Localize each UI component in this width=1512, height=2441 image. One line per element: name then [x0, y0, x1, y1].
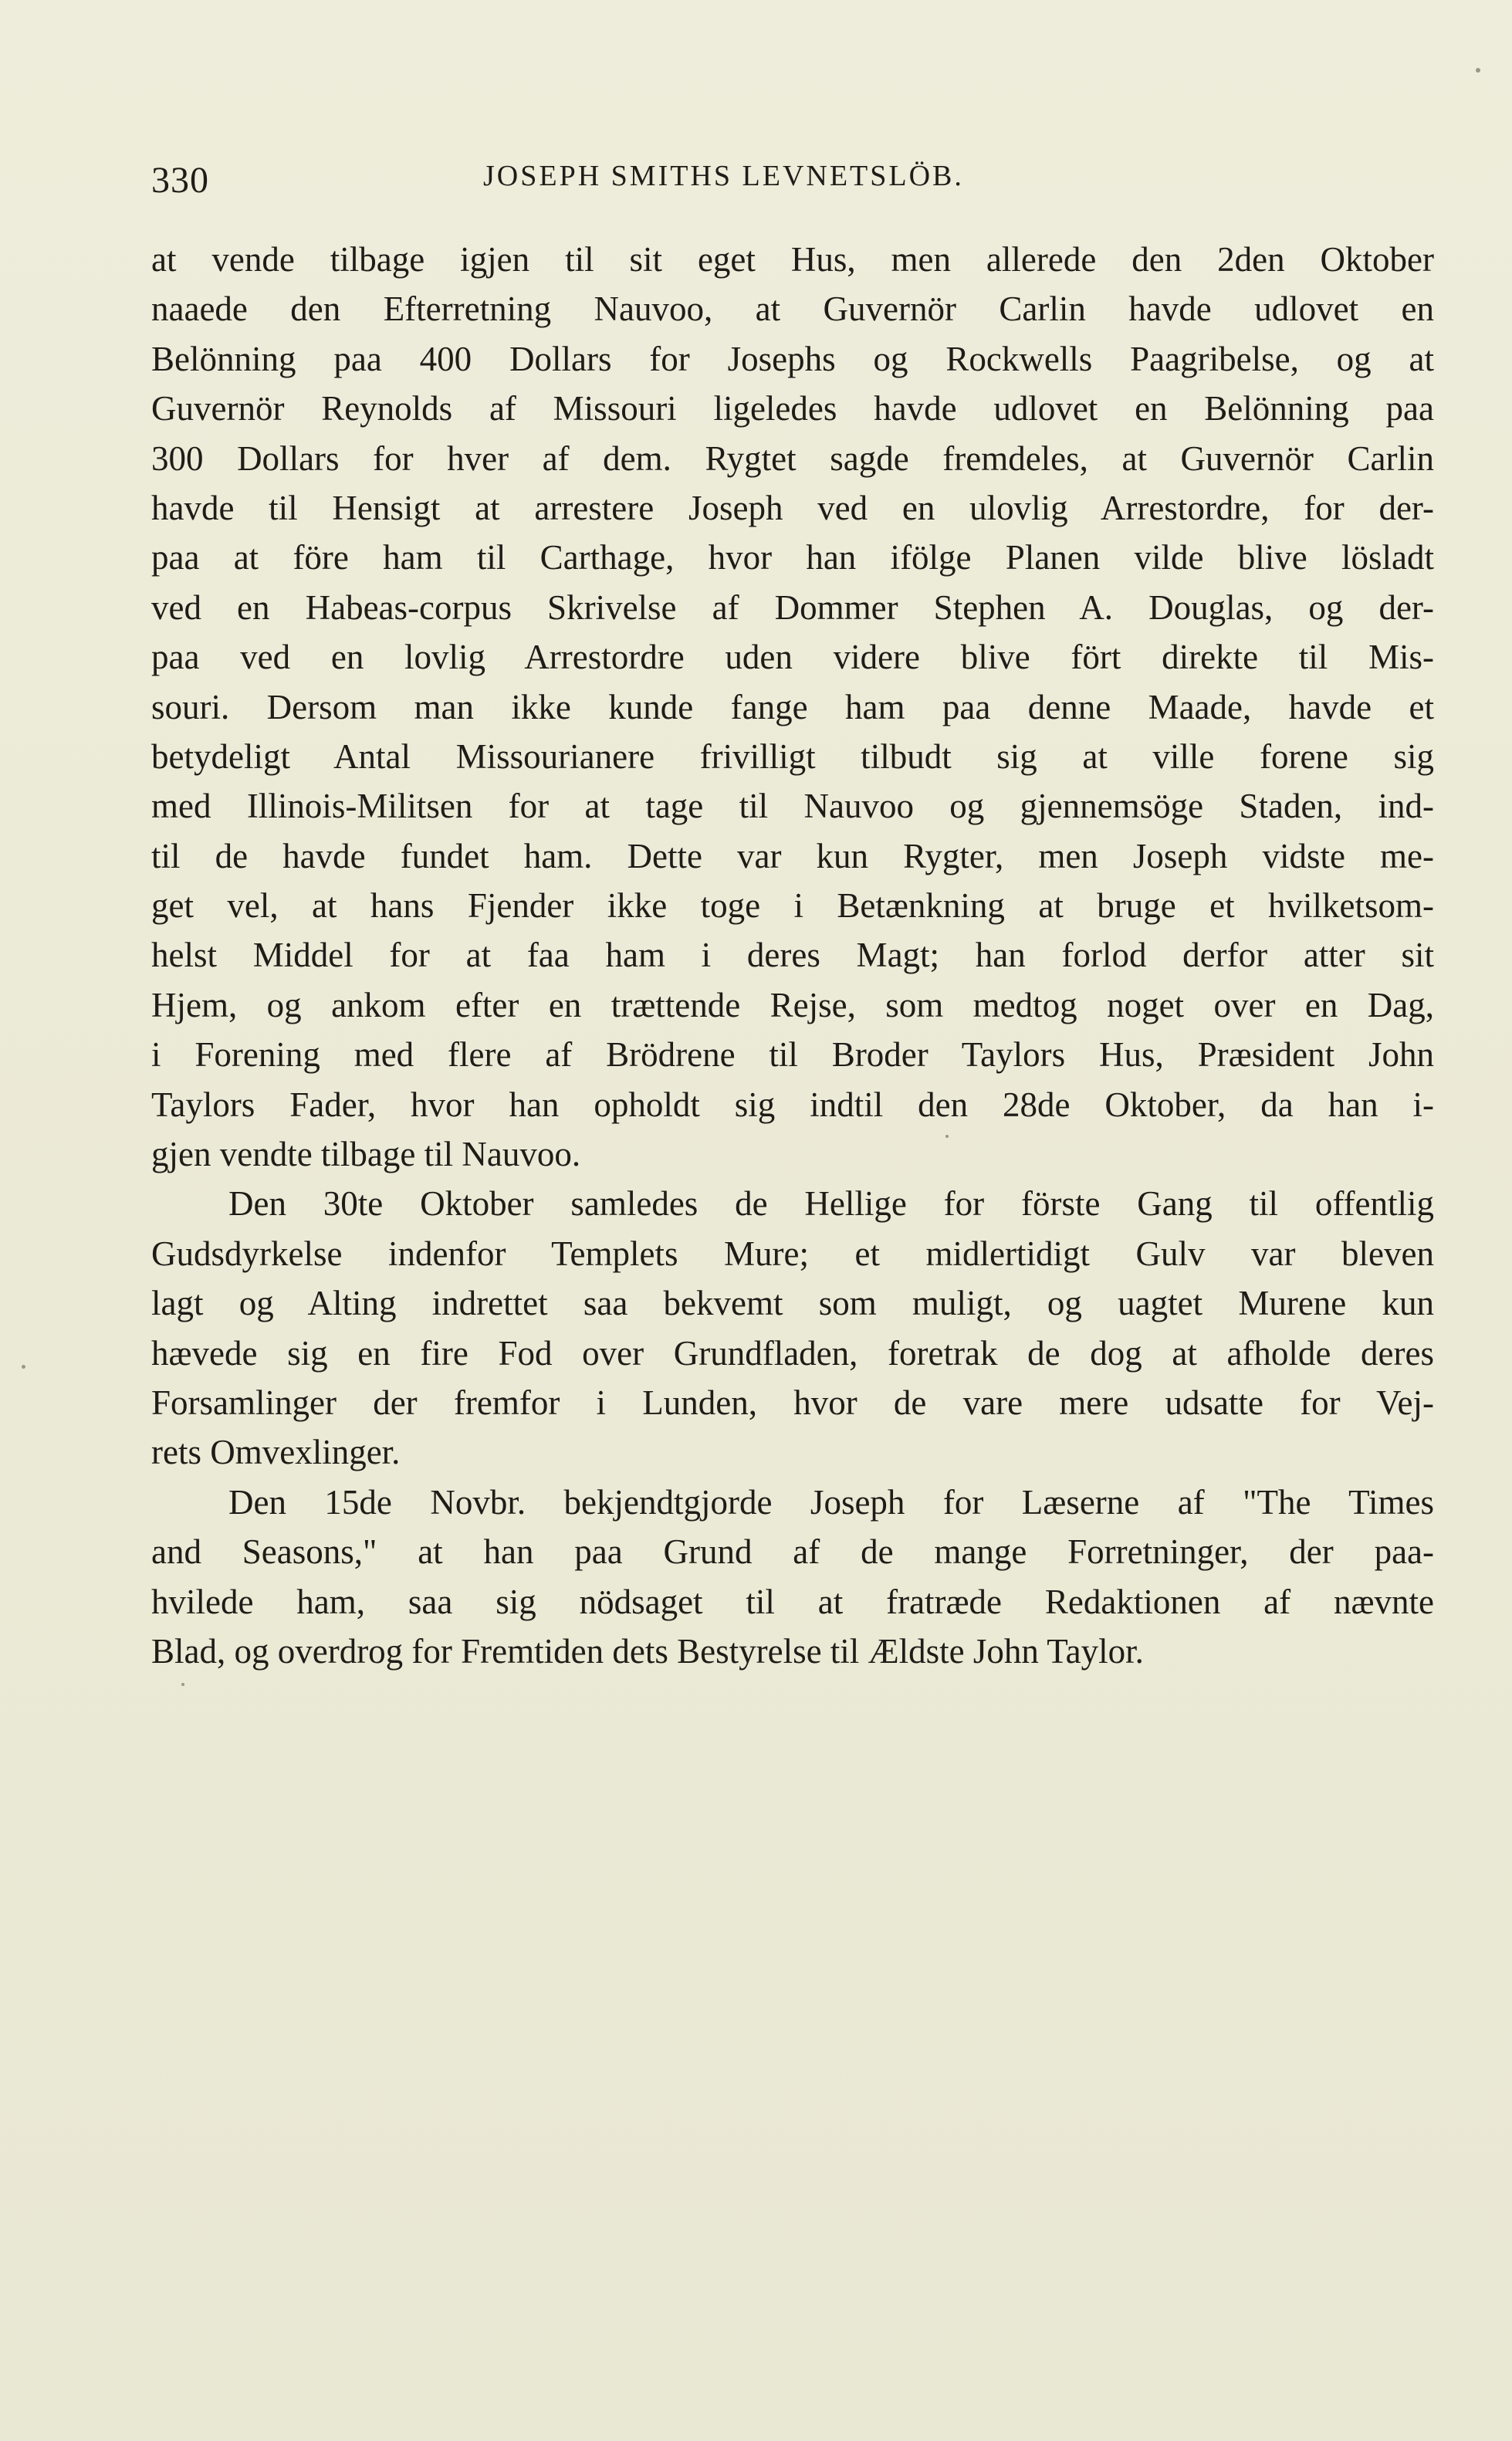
- text-line: til de havde fundet ham. Dette var kun Rygter, men Joseph vidste me-: [151, 836, 1434, 875]
- text-line: and Seasons," at han paa Grund af de mange Forretninger, der paa-: [151, 1532, 1434, 1572]
- text-line: Belönning paa 400 Dollars for Josephs og Rockwells Paagribelse, og at: [151, 339, 1434, 378]
- text-line: hævede sig en fire Fod over Grundfladen, foretrak de dog at afholde deres: [151, 1333, 1434, 1373]
- text-line: at vende tilbage igjen til sit eget Hus, men allerede den 2den Oktober: [151, 240, 1434, 279]
- text-line: Hjem, og ankom efter en trættende Rejse, som medtog noget over en Dag,: [151, 985, 1434, 1024]
- text-line: naaede den Efterretning Nauvoo, at Guvernör Carlin havde udlovet en: [151, 289, 1434, 329]
- text-line: 300 Dollars for hver af dem. Rygtet sagde fremdeles, at Guvernör Carlin: [151, 438, 1434, 478]
- paper-speck: [1476, 68, 1480, 73]
- text-line: Blad, og overdrog for Fremtiden dets Bestyrelse til Ældste John Taylor.: [151, 1631, 1144, 1671]
- text-line: Guvernör Reynolds af Missouri ligeledes havde udlovet en Belönning paa: [151, 389, 1434, 428]
- text-line: betydeligt Antal Missourianere frivilligt tilbudt sig at ville forene sig: [151, 736, 1434, 776]
- text-line: ved en Habeas-corpus Skrivelse af Dommer Stephen A. Douglas, og der-: [151, 587, 1434, 627]
- text-line: paa ved en lovlig Arrestordre uden videre blive fört direkte til Mis-: [151, 638, 1434, 677]
- text-line: rets Omvexlinger.: [151, 1433, 401, 1472]
- paper-speck: [181, 1683, 184, 1686]
- paragraph-start-line: Den 30te Oktober samledes de Hellige for förste Gang til offentlig: [228, 1184, 1434, 1224]
- text-line: Forsamlinger der fremfor i Lunden, hvor de vare mere udsatte for Vej-: [151, 1383, 1434, 1422]
- paper-speck: [22, 1365, 25, 1369]
- text-line: helst Middel for at faa ham i deres Magt; han forlod derfor atter sit: [151, 936, 1434, 975]
- text-line: gjen vendte tilbage til Nauvoo.: [151, 1135, 581, 1174]
- paragraph-start-line: Den 15de Novbr. bekjendtgjorde Joseph for Læserne af "The Times: [228, 1482, 1434, 1522]
- page-header: [151, 151, 1433, 205]
- paper-speck: [945, 1135, 949, 1138]
- text-line: hvilede ham, saa sig nödsaget til at fratræde Redaktionen af nævnte: [151, 1582, 1434, 1621]
- text-line: Gudsdyrkelse indenfor Templets Mure; et midlertidigt Gulv var bleven: [151, 1234, 1434, 1273]
- text-line: souri. Dersom man ikke kunde fange ham paa denne Maade, havde et: [151, 687, 1434, 726]
- text-line: havde til Hensigt at arrestere Joseph ved en ulovlig Arrestordre, for der-: [151, 488, 1434, 527]
- text-line: get vel, at hans Fjender ikke toge i Betænkning at bruge et hvilketsom-: [151, 886, 1434, 926]
- running-head: JOSEPH SMITHS LEVNETSLÖB.: [483, 160, 964, 192]
- body-text: [151, 235, 1434, 1676]
- text-line: paa at före ham til Carthage, hvor han ifölge Planen vilde blive lösladt: [151, 538, 1434, 577]
- page-number: 330: [151, 160, 209, 201]
- text-line: med Illinois-Militsen for at tage til Nauvoo og gjennemsöge Staden, ind-: [151, 787, 1434, 826]
- text-line: lagt og Alting indrettet saa bekvemt som muligt, og uagtet Murene kun: [151, 1284, 1434, 1323]
- text-line: i Forening med flere af Brödrene til Broder Taylors Hus, Præsident John: [151, 1035, 1434, 1075]
- text-line: Taylors Fader, hvor han opholdt sig indtil den 28de Oktober, da han i-: [151, 1085, 1434, 1124]
